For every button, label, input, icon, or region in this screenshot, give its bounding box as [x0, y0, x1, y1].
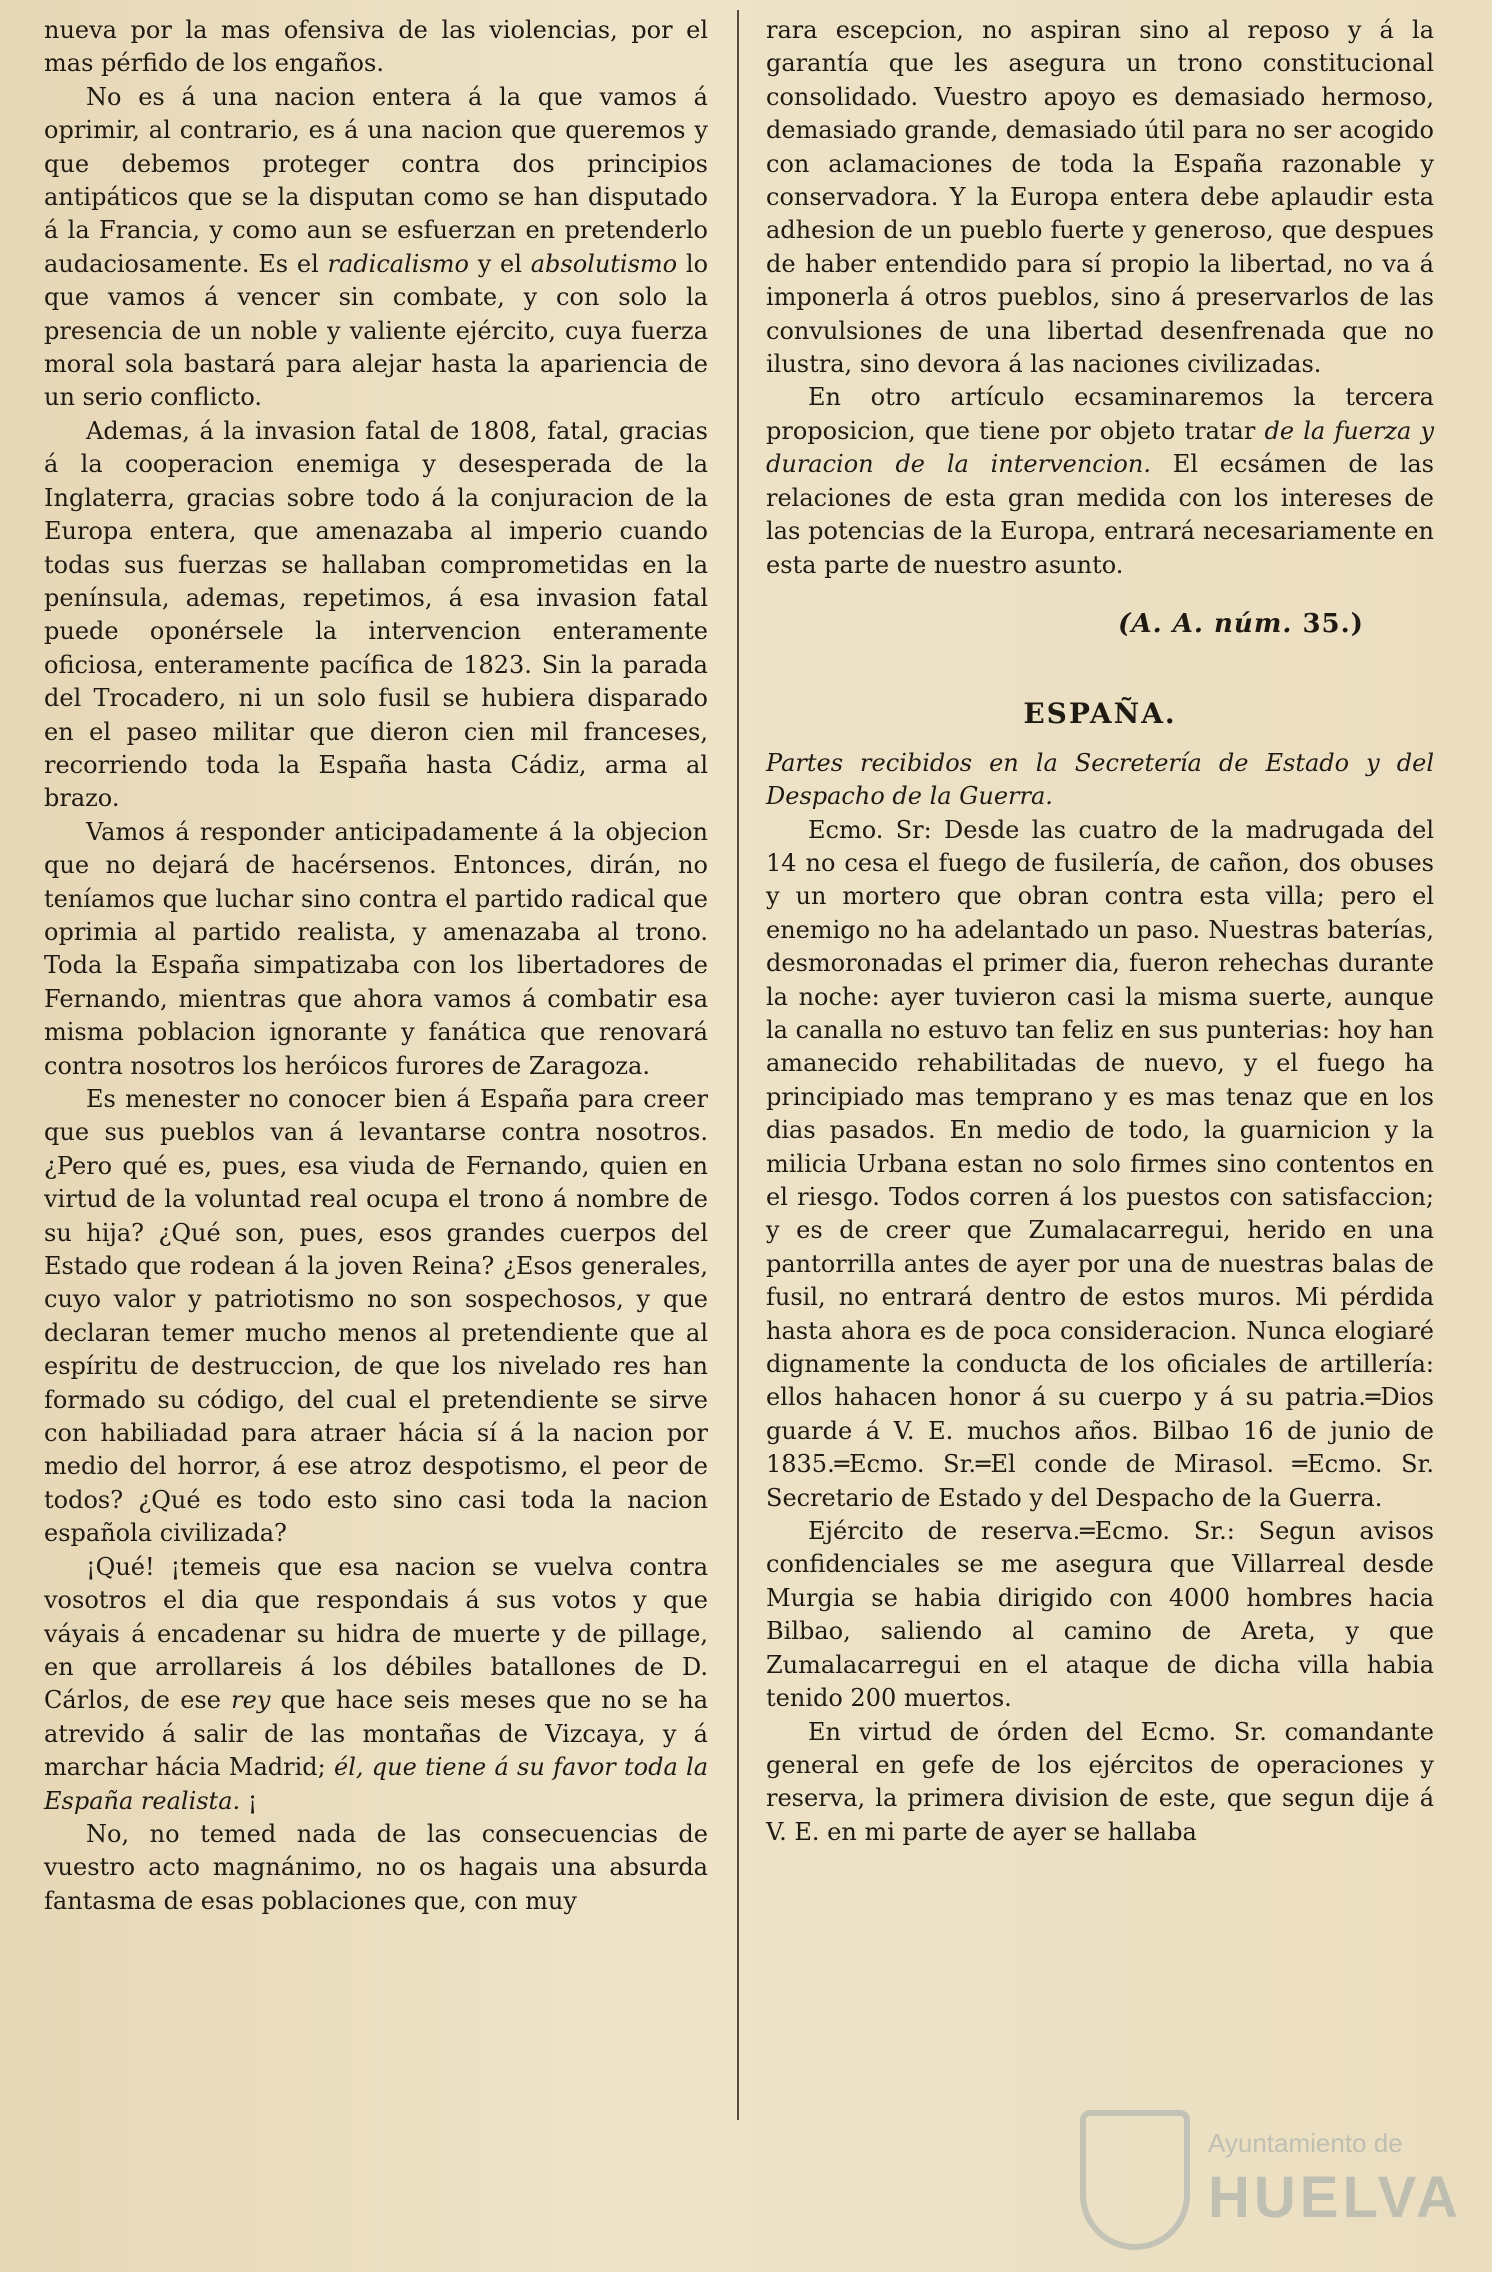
left-column: [44, 14, 708, 1918]
watermark-line1: Ayuntamiento de: [1208, 2128, 1403, 2158]
archive-watermark: [1080, 2110, 1462, 2260]
article-signature: (A. A. núm. 35.): [1118, 608, 1364, 639]
paragraph: Ecmo. Sr: Desde las cuatro de la madrugada del 14 no cesa el fuego de fusilería, de cañon, dos obuses y un mortero que obran contra esta villa; pero el enemigo no ha adelantado un paso. Nuestras baterías, desmoronadas el primer dia, fueron rehechas durante la noche: ayer tuvieron casi la misma suerte, aunque la canalla no estuvo tan feliz en sus punterias: hoy han amanecido rehabilitadas de nuevo, y el fuego ha principiado mas temprano y es mas tenaz que en los dias pasados. En medio de todo, la guarnicion y la milicia Urbana estan no solo firmes sino contentos en el riesgo. Todos corren á los puestos con satisfaccion; y es de creer que Zumalacarregui, herido en una pantorrilla antes de ayer por una de nuestras balas de fusil, no entrará dentro de estos muros. Mi pérdida hasta ahora es de poca consideracion. Nunca elogiaré dignamente la conducta de los oficiales de artillería: ellos hahacen honor á su cuerpo y á su patria.═Dios guarde á V. E. muchos años. Bilbao 16 de junio de 1835.═Ecmo. Sr.═El conde de Mirasol. ═Ecmo. Sr. Secretario de Estado y del Despacho de la Guerra.: [766, 815, 1434, 1512]
right-column: [766, 14, 1434, 1849]
paragraph: No es á una nacion entera á la que vamos á oprimir, al contrario, es á una nacion que queremos y que debemos proteger contra dos principios antipáticos que se la disputan como se han disputado á la Francia, y como aun se esfuerzan en pretenderlo audaciosamente. Es el radicalismo y el absolutismo lo que vamos á vencer sin combate, y con solo la presencia de un noble y valiente ejército, cuya fuerza moral sola bastará para alejar hasta la apariencia de un serio conflicto.: [44, 82, 709, 412]
paragraph: No, no temed nada de las consecuencias de vuestro acto magnánimo, no os hagais una absurda fantasma de esas poblaciones que, con muy: [44, 1819, 708, 1915]
paragraph: En otro artículo ecsaminaremos la tercera proposicion, que tiene por objeto tratar de la fuerza y duracion de la intervencion. El ecsámen de las relaciones de esta gran medida con los intereses de las potencias de la Europa, entrará necesariamente en esta parte de nuestro asunto.: [766, 383, 1435, 579]
section-heading: ESPAÑA.: [1023, 697, 1177, 731]
paragraph: Vamos á responder anticipadamente á la objecion que no dejará de hacérsenos. Entonces, dirán, no teníamos que luchar sino contra el partido radical que oprimia al partido realista, y amenazaba al trono. Toda la España simpatizaba con los libertadores de Fernando, mientras que ahora vamos á combatir esa misma poblacion ignorante y fanática que renovará contra nosotros los heróicos furores de Zaragoza.: [44, 817, 708, 1080]
paragraph: Es menester no conocer bien á España para creer que sus pueblos van á levantarse contra nosotros. ¿Pero qué es, pues, esa viuda de Fernando, quien en virtud de la voluntad real ocupa el trono á nombre de su hija? ¿Qué son, pues, esos grandes cuerpos del Estado que rodean á la joven Reina? ¿Esos generales, cuyo valor y patriotismo no son sospechosos, y que declaran temer mucho menos al pretendiente que al espíritu de destruccion, de que los nivelado res han formado su código, del cual el pretendiente se sirve con habiliadad para atraer hácia sí á la nacion por medio del horror, á ese atroz despotismo, el peor de todos? ¿Qué es todo esto sino casi toda la nacion española civilizada?: [44, 1085, 708, 1548]
paragraph: En virtud de órden del Ecmo. Sr. comandante general en gefe de los ejércitos de operaciones y reserva, la primera division de este, que segun dije á V. E. en mi parte de ayer se hallaba: [766, 1717, 1434, 1846]
paragraph: Ejército de reserva.═Ecmo. Sr.: Segun avisos confidenciales se me asegura que Villarreal desde Murgia se habia dirigido con 4000 hombres hacia Bilbao, saliendo al camino de Areta, y que Zumalacarregui en el ataque de dicha villa habia tenido 200 muertos.: [766, 1517, 1434, 1713]
paragraph: rara escepcion, no aspiran sino al reposo y á la garantía que les asegura un trono constitucional consolidado. Vuestro apoyo es demasiado hermoso, demasiado grande, demasiado útil para no ser acogido con aclamaciones de toda la España razonable y conservadora. Y la Europa entera debe aplaudir esta adhesion de un pueblo fuerte y generoso, que despues de haber entendido para sí propio la libertad, no va á imponerla á otros pueblos, sino á preservarlos de las convulsiones de una libertad desenfrenada que no ilustra, sino devora á las naciones civilizadas.: [766, 16, 1434, 379]
paragraph: Ademas, á la invasion fatal de 1808, fatal, gracias á la cooperacion enemiga y desesperada de la Inglaterra, gracias sobre todo á la conjuracion de la Europa entera, que amenazaba al imperio cuando todas sus fuerzas se hallaban comprometidas en la península, ademas, repetimos, á esa invasion fatal puede oponérsele la intervencion enteramente oficiosa, enteramente pacífica de 1823. Sin la parada del Trocadero, ni un solo fusil se hubiera disparado en el paseo militar que dieron cien mil franceses, recorriendo toda la España hasta Cádiz, arma al brazo.: [44, 416, 708, 813]
section-subheading: Partes recibidos en la Secretería de Estado y del Despacho de la Guerra.: [766, 748, 1434, 811]
column-divider: [737, 10, 739, 2120]
watermark-line2: HUELVA: [1208, 2165, 1462, 2230]
paragraph: ¡Qué! ¡temeis que esa nacion se vuelva contra vosotros el dia que respondais á sus votos y que váyais á encadenar su hidra de muerte y de pillage, en que arrollareis á los débiles batallones de D. Cárlos, de ese rey que hace seis meses que no se ha atrevido á salir de las montañas de Vizcaya, y á marchar hácia Madrid; él, que tiene á su favor toda la España realista. ¡: [44, 1552, 709, 1815]
paragraph: nueva por la mas ofensiva de las violencias, por el mas pérfido de los engaños.: [44, 16, 708, 78]
shield-icon: [1080, 2110, 1190, 2250]
